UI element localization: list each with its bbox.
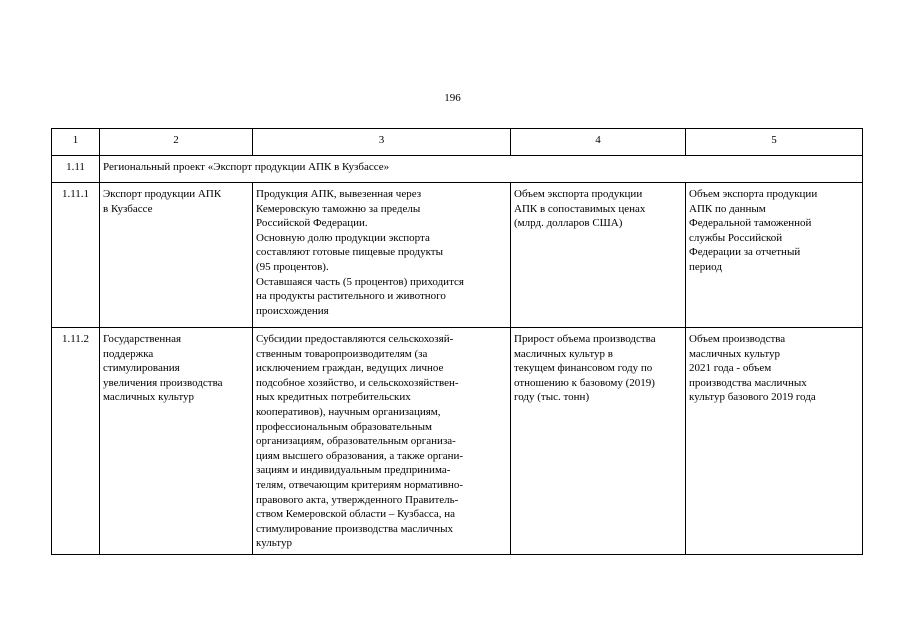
text-line: увеличения производства [103,376,223,389]
text-line: масличных культур в [514,347,613,360]
row-number: 1.11.1 [52,183,100,328]
section-title: Региональный проект «Экспорт продукции АПК в Кузбассе» [100,156,863,183]
page-number: 196 [444,92,461,104]
text-line: ственным товаропроизводителям (за [256,347,428,360]
table-row [52,328,863,555]
text-line: подсобное хозяйство, и сельскохозяйствен- [256,376,459,389]
text-line: в Кузбассе [103,202,153,215]
text-line: культур базового 2019 года [689,391,816,404]
text-line: поддержка [103,347,154,360]
row-source [686,328,863,555]
row-indicator [511,328,686,555]
text-line: ством Кемеровской области – Кузбасса, на [256,508,456,521]
header-cell-4: 4 [511,129,686,156]
text-line: Оставшаяся часть (5 процентов) приходится [256,275,464,288]
text-line: Продукция АПК, вывезенная через [256,188,422,200]
header-cell-3: 3 [253,129,511,156]
header-row [52,129,863,156]
text-line: телям, отвечающим критериям нормативно- [256,478,464,491]
text-line: масличных культур [103,391,195,404]
row-description [253,183,511,328]
text-line: 2021 года - объем [689,362,772,375]
header-cell-5: 5 [686,129,863,156]
section-row [52,156,863,183]
text-line: масличных культур [689,347,781,360]
text-line: стимулирование производства масличных [256,522,453,535]
text-line: зациям и индивидуальным предпринима- [256,464,451,477]
text-line: текущем финансовом году по [514,362,653,375]
text-line: (95 процентов). [256,260,329,273]
section-number: 1.11 [52,156,100,183]
text-line: службы Российской [689,231,783,244]
text-line: Федерации за отчетный [689,246,801,259]
text-line: Основную долю продукции экспорта [256,231,430,244]
row-indicator [511,183,686,328]
text-line: организациям, образовательным организа- [256,435,456,448]
text-line: культур [256,537,292,550]
row-source [686,183,863,328]
text-line: правового акта, утвержденного Правитель- [256,493,459,506]
header-cell-1: 1 [52,129,100,156]
row-name [100,328,253,555]
text-line: Объем производства [689,333,786,345]
text-line: АПК в сопоставимых ценах [514,202,646,215]
text-line: кооперативов), научным организациям, [256,405,441,418]
text-line: Российской Федерации. [256,217,368,230]
text-line: (млрд. долларов США) [514,217,623,230]
text-line: АПК по данным [689,202,766,215]
text-line: Объем экспорта продукции [689,188,818,200]
text-line: составляют готовые пищевые продукты [256,246,443,259]
row-description [253,328,511,555]
text-line: Федеральной таможенной [689,217,812,230]
row-name [100,183,253,328]
text-line: на продукты растительного и животного [256,290,446,303]
row-number: 1.11.2 [52,328,100,555]
text-line: ных кредитных потребительских [256,391,411,404]
text-line: Субсидии предоставляются сельскохозяй- [256,333,454,345]
text-line: Прирост объема производства [514,333,656,345]
text-line: Кемеровскую таможню за пределы [256,202,421,215]
text-line: происхождения [256,304,329,317]
header-cell-2: 2 [100,129,253,156]
text-line: Государственная [103,333,182,345]
indicators-table [51,128,863,555]
text-line: стимулирования [103,362,180,375]
table-row [52,183,863,328]
text-line: отношению к базовому (2019) [514,376,655,389]
text-line: производства масличных [689,376,807,389]
text-line: профессиональным образовательным [256,420,433,433]
text-line: Экспорт продукции АПК [103,188,222,200]
text-line: году (тыс. тонн) [514,391,590,404]
text-line: циям высшего образования, а также органи- [256,449,464,462]
text-line: период [689,260,722,273]
text-line: исключением граждан, ведущих личное [256,362,444,375]
text-line: Объем экспорта продукции [514,188,643,200]
